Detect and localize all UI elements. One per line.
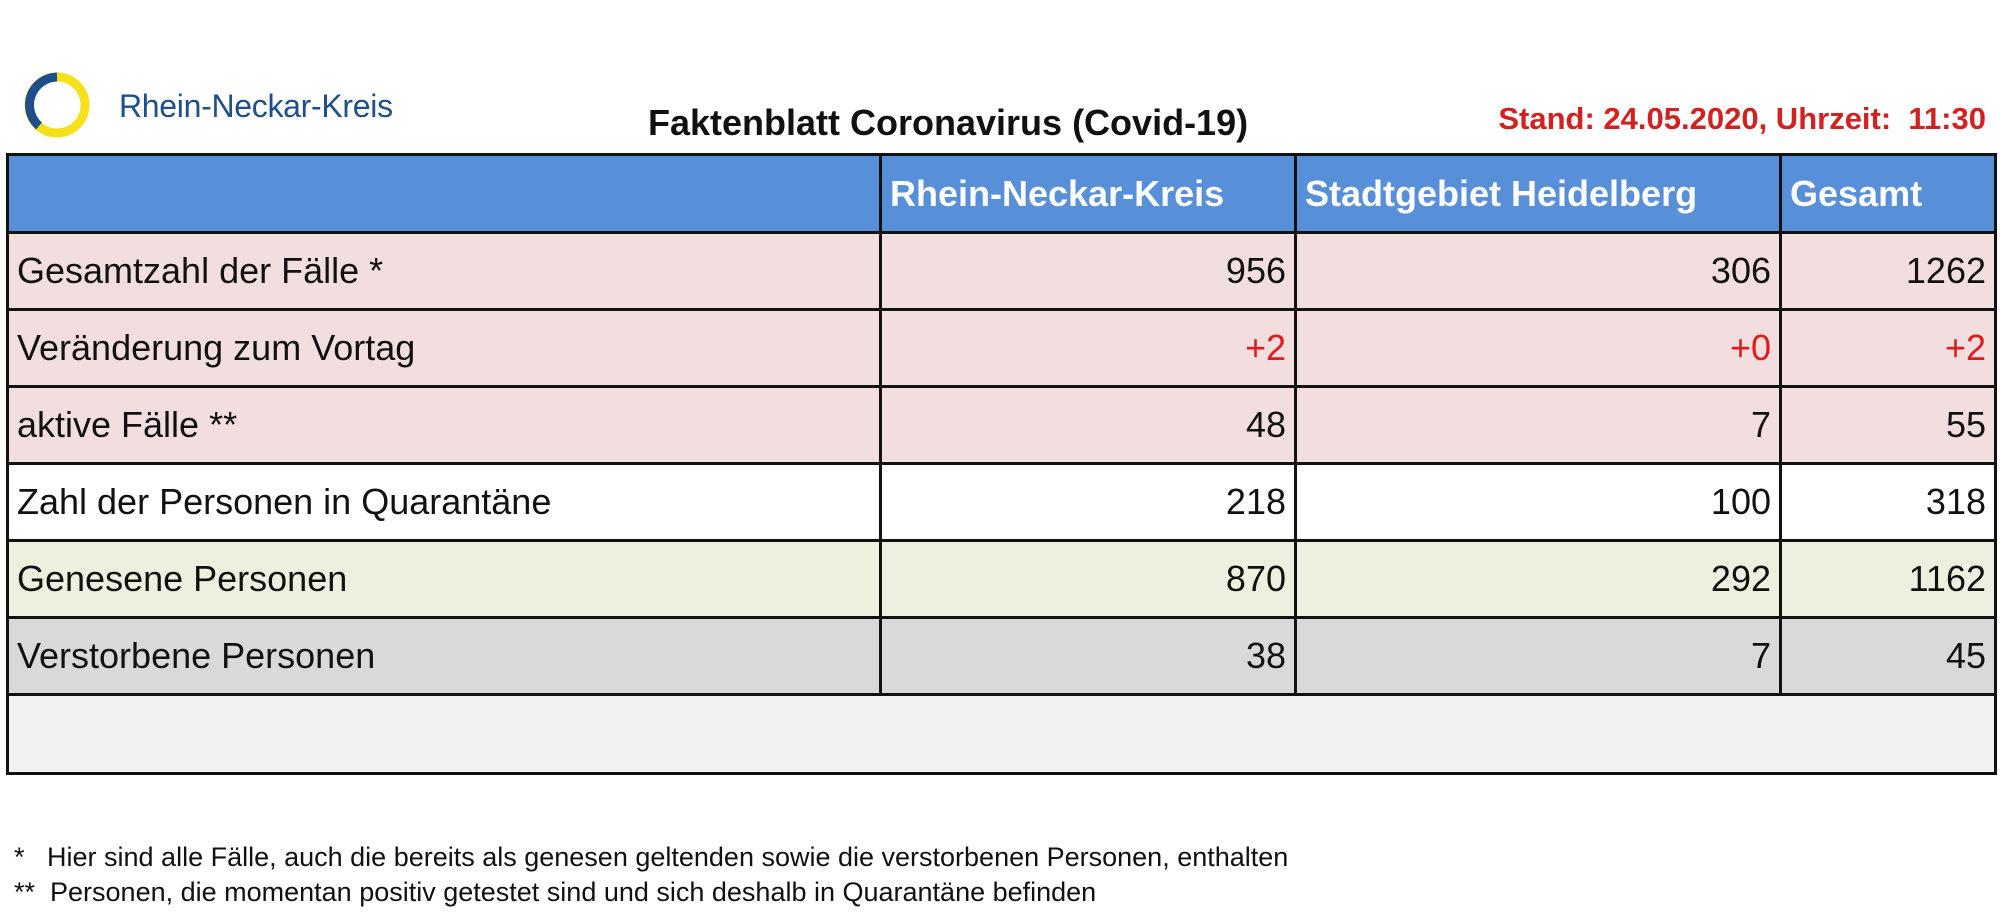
table-row xyxy=(8,233,1996,310)
facts-table xyxy=(6,153,1997,775)
footnote-1: * Hier sind alle Fälle, auch die bereits als genesen geltenden sowie die verstorbenen Personen, enthalten xyxy=(14,842,1289,872)
empty-row xyxy=(8,695,1996,774)
cell-value: 318 xyxy=(1781,464,1996,541)
row-label: Genesene Personen xyxy=(8,541,881,618)
cell-value: 48 xyxy=(881,387,1296,464)
cell-value: 45 xyxy=(1781,618,1996,695)
cell-value: 956 xyxy=(881,233,1296,310)
row-label: Verstorbene Personen xyxy=(8,618,881,695)
column-header-heidelberg: Stadtgebiet Heidelberg xyxy=(1296,155,1781,233)
cell-value: 1262 xyxy=(1781,233,1996,310)
column-header-rhein-neckar-kreis: Rhein-Neckar-Kreis xyxy=(881,155,1296,233)
cell-value: 870 xyxy=(881,541,1296,618)
table-row xyxy=(8,618,1996,695)
cell-value: 7 xyxy=(1296,618,1781,695)
row-label: Gesamtzahl der Fälle * xyxy=(8,233,881,310)
logo xyxy=(20,68,440,144)
row-label: Veränderung zum Vortag xyxy=(8,310,881,387)
column-header-label xyxy=(8,155,881,233)
column-header-gesamt: Gesamt xyxy=(1781,155,1996,233)
cell-value: 7 xyxy=(1296,387,1781,464)
cell-value: 55 xyxy=(1781,387,1996,464)
cell-value: +2 xyxy=(1781,310,1996,387)
cell-value: 38 xyxy=(881,618,1296,695)
table-row xyxy=(8,310,1996,387)
row-label: aktive Fälle ** xyxy=(8,387,881,464)
cell-value: 100 xyxy=(1296,464,1781,541)
cell-value: 218 xyxy=(881,464,1296,541)
cell-value: +0 xyxy=(1296,310,1781,387)
table-header-row xyxy=(8,155,1996,233)
footnotes xyxy=(14,840,1288,910)
cell-value: 1162 xyxy=(1781,541,1996,618)
cell-value: 292 xyxy=(1296,541,1781,618)
page-title: Faktenblatt Coronavirus (Covid-19) xyxy=(648,102,1249,143)
table-row xyxy=(8,541,1996,618)
empty-cell xyxy=(8,695,1996,774)
row-label: Zahl der Personen in Quarantäne xyxy=(8,464,881,541)
logo-text: Rhein-Neckar-Kreis xyxy=(119,88,393,124)
cell-value: 306 xyxy=(1296,233,1781,310)
table-row xyxy=(8,464,1996,541)
status-timestamp: Stand: 24.05.2020, Uhrzeit: 11:30 xyxy=(1498,101,1986,136)
logo-ring-icon xyxy=(20,68,94,142)
table-row xyxy=(8,387,1996,464)
footnote-2: ** Personen, die momentan positiv getestet sind und sich deshalb in Quarantäne befinden xyxy=(14,877,1097,907)
cell-value: +2 xyxy=(881,310,1296,387)
